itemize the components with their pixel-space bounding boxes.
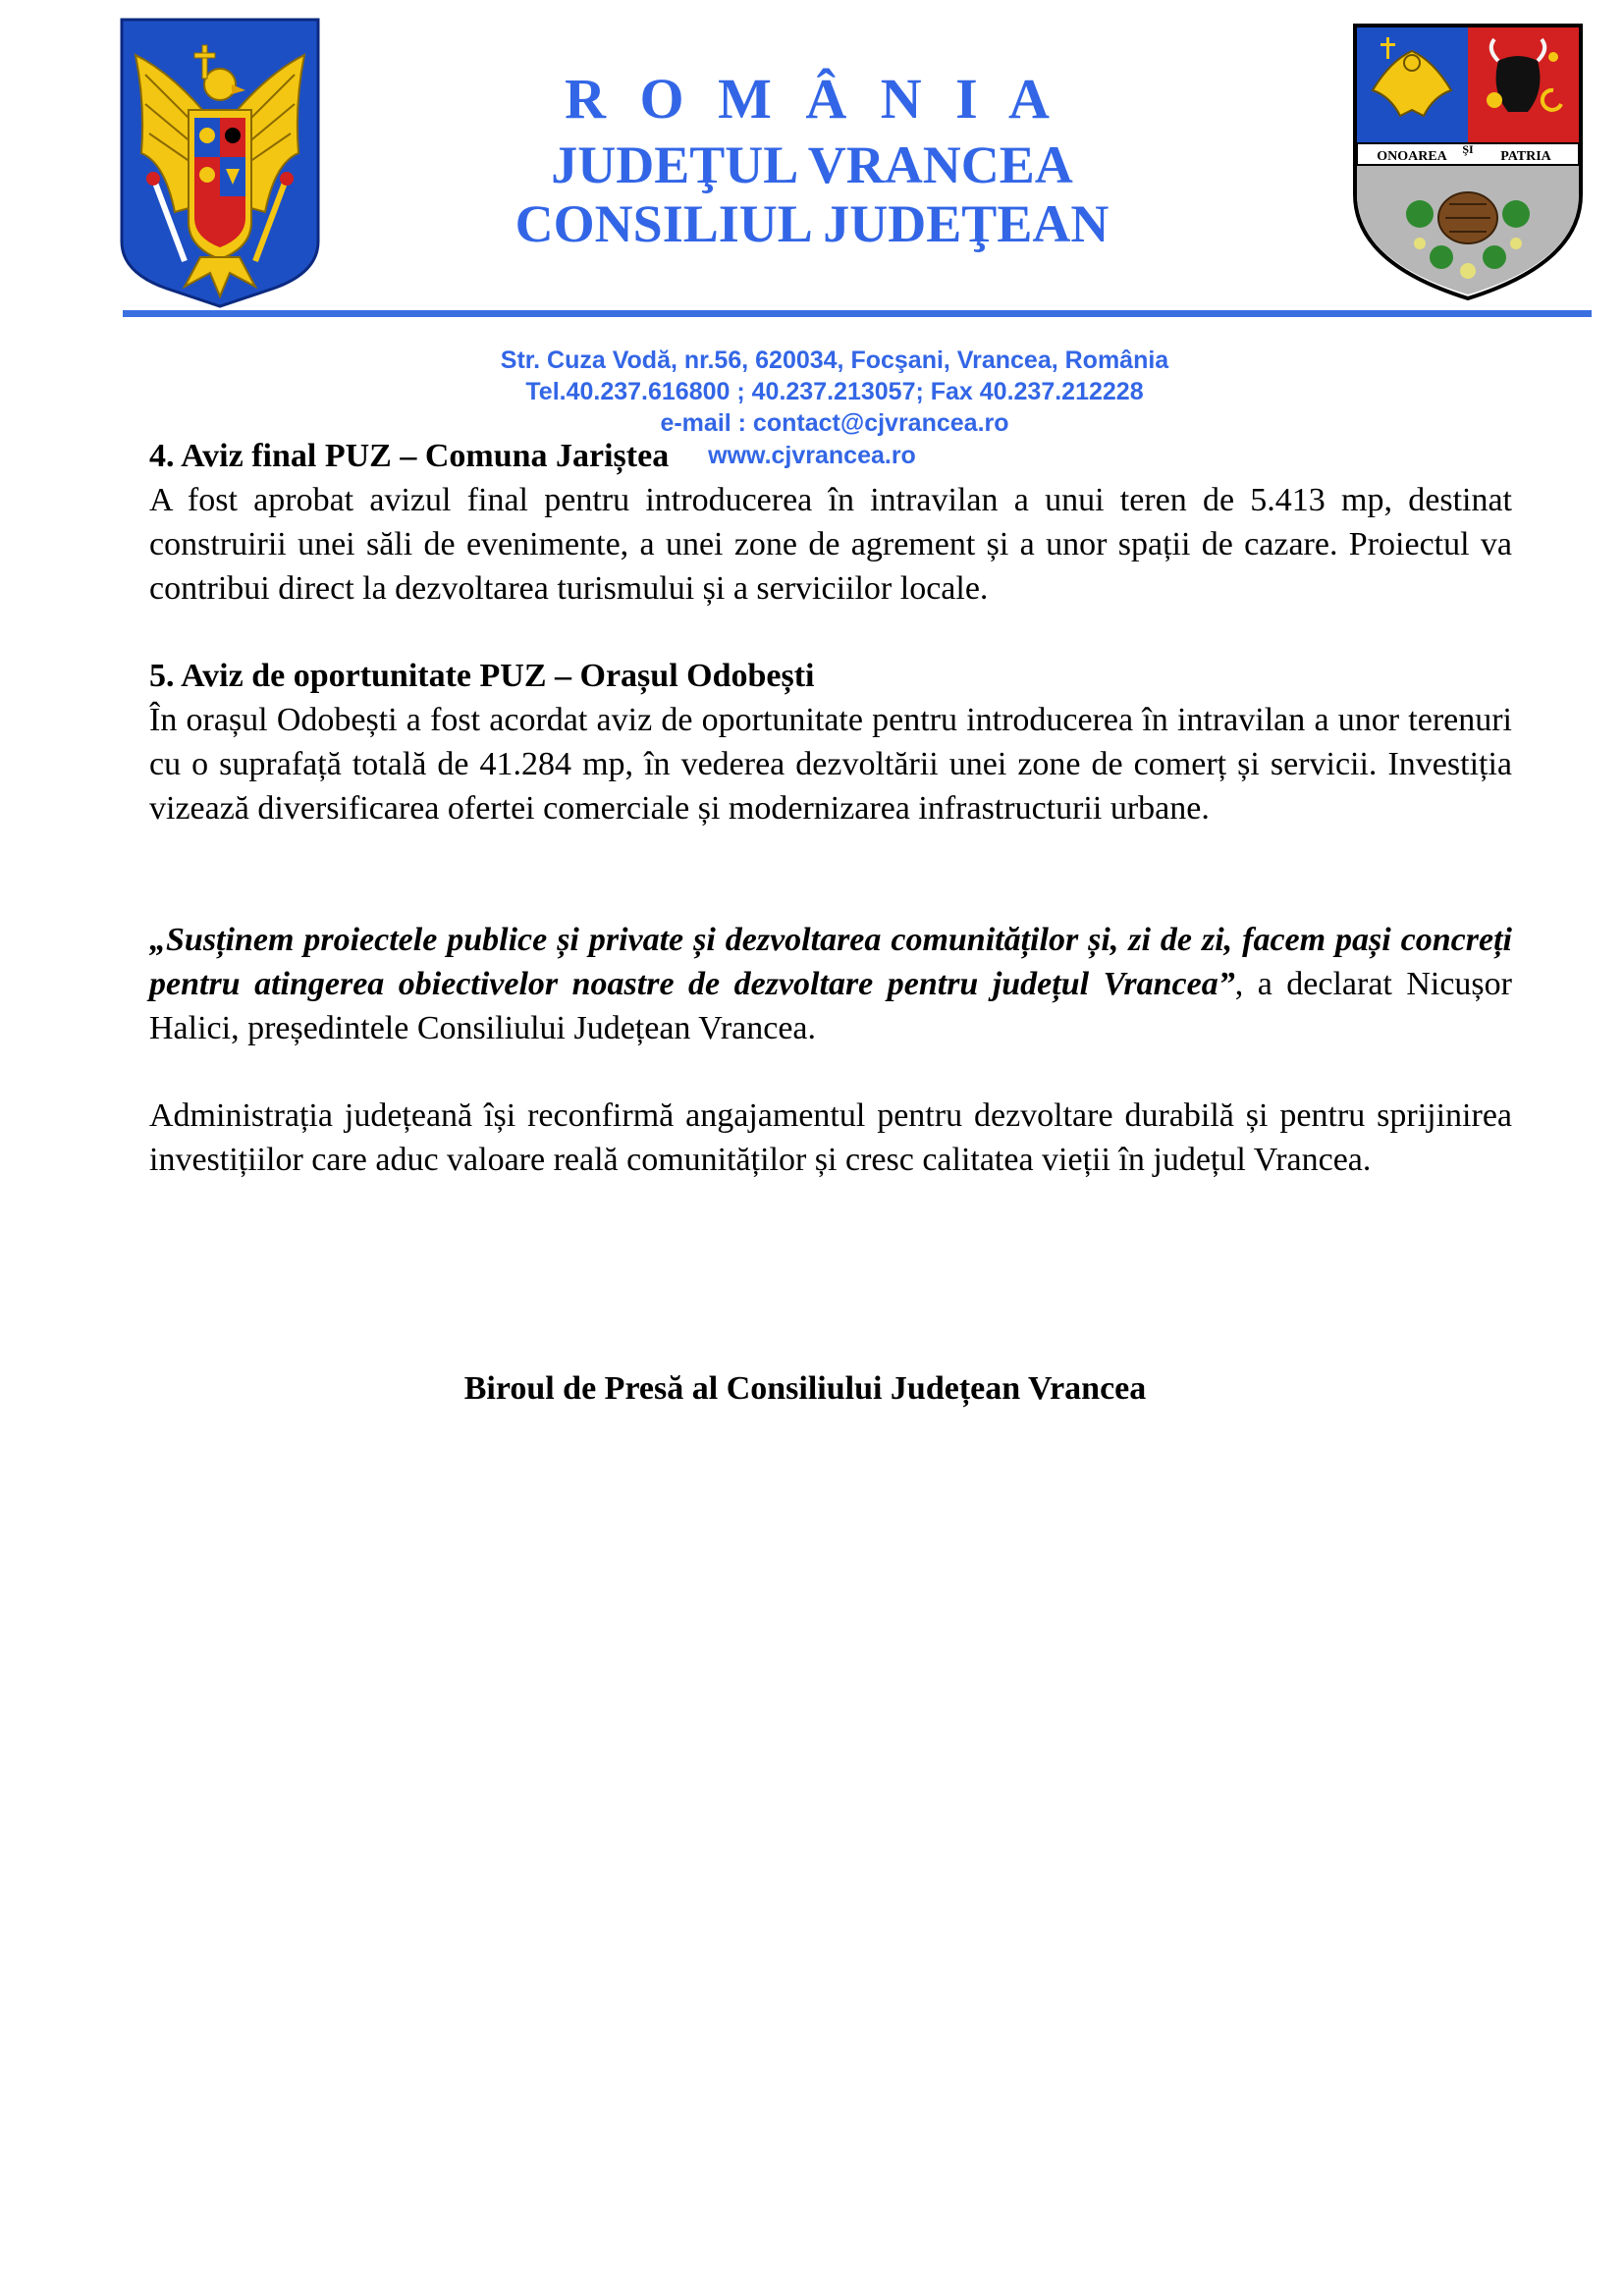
section-4-heading: 4. Aviz final PUZ – Comuna Jariștea bbox=[149, 438, 670, 474]
press-office-signature: Biroul de Presă al Consiliului Județean Vrancea bbox=[463, 1370, 1147, 1407]
motto-left: ONOAREA bbox=[1377, 149, 1447, 164]
header-county: JUDEŢUL VRANCEA bbox=[551, 135, 1073, 194]
contact-phone: Tel.40.237.616800 ; 40.237.213057; Fax 40.237.212228 bbox=[525, 378, 1144, 405]
closing-paragraph: Administrația județeană își reconfirmă angajamentul pentru dezvoltare durabilă și pentru sprijinirea investițiilor care aduc valoare reală comunităților și cresc calitatea vieții în județul Vrancea. bbox=[149, 1097, 1512, 1178]
motto-mid: ŞI bbox=[1462, 142, 1474, 156]
header-divider bbox=[123, 310, 1592, 317]
header-country: R O M Â N I A bbox=[565, 67, 1059, 131]
quote-paragraph bbox=[149, 918, 1512, 1050]
motto-right: PATRIA bbox=[1500, 149, 1551, 164]
section-5-heading: 5. Aviz de oportunitate PUZ – Orașul Odobești bbox=[149, 658, 815, 694]
quote-text: „Susținem proiectele publice și private și dezvoltarea comunităților și, zi de zi, facem pași concreți pentru atingerea obiectivelor noastre de dezvoltare pentru județul Vrancea” bbox=[149, 922, 1512, 1002]
contact-website[interactable]: www.cjvrancea.ro bbox=[708, 442, 916, 469]
quote-attribution: , a declarat Nicușor Halici, președintele Consiliului Județean Vrancea. bbox=[149, 966, 1512, 1046]
section-5-body: În orașul Odobești a fost acordat aviz de oportunitate pentru introducerea în intravilan a unor terenuri cu o suprafață totală de 41.284 mp, în vederea dezvoltării unei zone de comerț și servicii. Investiția vizează diversificarea ofertei comerciale și modernizarea infrastructurii urbane. bbox=[149, 702, 1512, 827]
contact-address: Str. Cuza Vodă, nr.56, 620034, Focşani, Vrancea, România bbox=[500, 347, 1169, 374]
contact-email: e-mail : contact@cjvrancea.ro bbox=[660, 409, 1009, 437]
header-council: CONSILIUL JUDEŢEAN bbox=[514, 194, 1110, 253]
section-4-body: A fost aprobat avizul final pentru introducerea în intravilan a unui teren de 5.413 mp, destinat construirii unei săli de evenimente, a unei zone de agrement și a unor spații de cazare. Proiectul va contribui direct la dezvoltarea turismului și a serviciilor locale. bbox=[149, 482, 1512, 607]
